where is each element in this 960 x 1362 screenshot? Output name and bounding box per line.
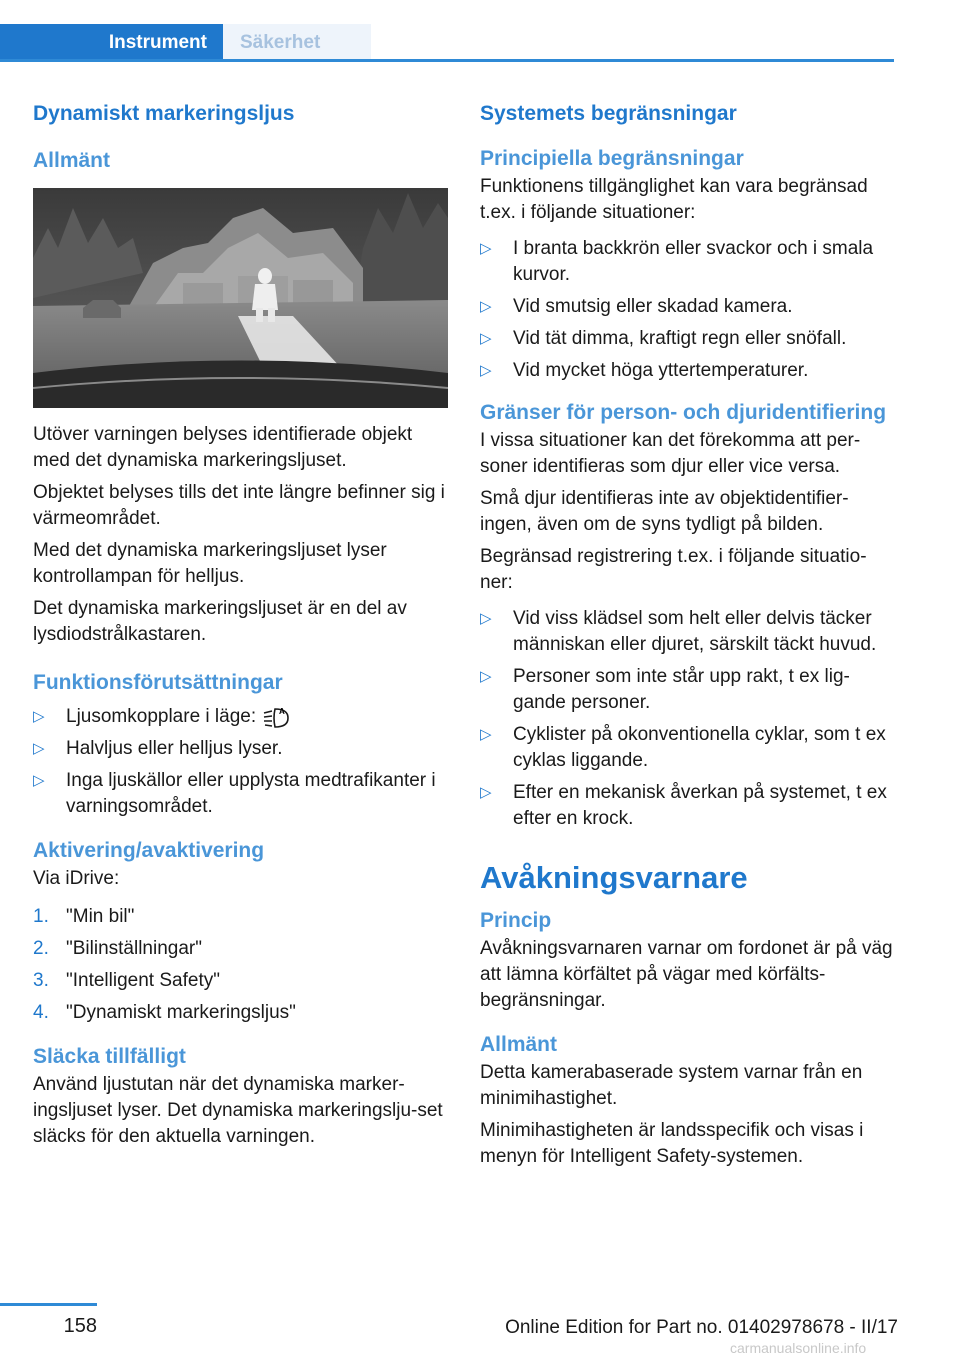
paragraph: Det dynamiska markeringsljuset är en del av lysdiodstrålkastaren.: [33, 598, 407, 645]
left-column: [33, 100, 451, 1156]
paragraph: Använd ljustutan när det dynamiska marker-ingsljuset lyser. Det dynamiska markeringslju-set släcks för den aktuella varningen.: [33, 1074, 443, 1147]
list-item: ▷ Efter en mekanisk åverkan på systemet, t ex efter en krock.: [480, 782, 887, 829]
triangle-bullet-icon: ▷: [480, 240, 492, 257]
triangle-bullet-icon: ▷: [33, 772, 45, 789]
list-item: ▷ Inga ljuskällor eller upplysta medtrafikanter i varningsområdet.: [33, 770, 436, 817]
paragraph: Med det dynamiska markeringsljuset lyser kontrollampan för helljus.: [33, 540, 387, 587]
list-item: 3. "Intelligent Safety": [33, 970, 220, 991]
edition-note: Online Edition for Part no. 01402978678 - II/17: [505, 1317, 898, 1338]
right-column: [480, 100, 898, 1176]
list-item: ▷ Vid mycket höga yttertemperaturer.: [480, 358, 898, 384]
chapter-title-lane-departure: Avåkningsvarnare: [480, 860, 748, 895]
triangle-bullet-icon: ▷: [480, 668, 492, 685]
subheading-prerequisites: Funktionsförutsättningar: [33, 671, 283, 694]
chapter-tabs: [0, 24, 894, 62]
paragraph: Små djur identifieras inte av objektidentifier-ingen, även om de syns tydligt på bilden.: [480, 488, 849, 535]
svg-text:A: A: [279, 706, 285, 716]
night-vision-illustration: [33, 188, 448, 408]
list-item: 1. "Min bil": [33, 906, 135, 927]
steps-list: [33, 904, 451, 1026]
identification-limits-list: [480, 606, 898, 832]
section-title-dynamic-light: Dynamiskt markeringsljus: [33, 102, 295, 125]
tab-sakerhet[interactable]: Säkerhet: [223, 24, 371, 59]
subheading-activation: Aktivering/avaktivering: [33, 839, 265, 862]
footer-line: [0, 1303, 97, 1306]
triangle-bullet-icon: ▷: [480, 610, 492, 627]
tab-underline: [0, 59, 894, 62]
list-item: ▷ Vid smutsig eller skadad kamera.: [480, 294, 898, 320]
paragraph-via-idrive: Via iDrive:: [33, 868, 120, 889]
prerequisites-list: [33, 704, 451, 820]
list-item: ▷ Personer som inte står upp rakt, t ex lig-gande personer.: [480, 666, 850, 713]
principal-limits-list: [480, 236, 898, 384]
list-item: ▷ Vid viss klädsel som helt eller delvis täcker människan eller djuret, särskilt täckt huvud.: [480, 608, 877, 655]
list-item: ▷ Vid tät dimma, kraftigt regn eller snöfall.: [480, 326, 898, 352]
list-item: ▷ I branta backkrön eller svackor och i smala kurvor.: [480, 238, 874, 285]
paragraph: Funktionens tillgänglighet kan vara begränsad t.ex. i följande situationer:: [480, 176, 868, 223]
triangle-bullet-icon: ▷: [33, 740, 45, 757]
subheading-principal-limits: Principiella begränsningar: [480, 147, 744, 170]
paragraph: Objektet belyses tills det inte längre befinner sig i värmeområdet.: [33, 482, 445, 529]
tab-instrument[interactable]: Instrument: [0, 24, 223, 62]
subheading-temporary-off: Släcka tillfälligt: [33, 1045, 186, 1068]
auto-headlight-icon: [262, 705, 290, 729]
paragraph: Avåkningsvarnaren varnar om fordonet är på väg att lämna körfältet på vägar med körfälts-begränsningar.: [480, 938, 893, 1011]
list-item: ▷ Halvljus eller helljus lyser.: [33, 736, 451, 762]
paragraph: Begränsad registrering t.ex. i följande situatio-ner:: [480, 546, 867, 593]
triangle-bullet-icon: ▷: [33, 708, 45, 725]
triangle-bullet-icon: ▷: [480, 726, 492, 743]
subheading-general: Allmänt: [480, 1033, 558, 1056]
triangle-bullet-icon: ▷: [480, 362, 492, 379]
list-item: ▷ Ljusomkopplare i läge: A: [33, 704, 451, 730]
triangle-bullet-icon: ▷: [480, 298, 492, 315]
triangle-bullet-icon: ▷: [480, 330, 492, 347]
list-item: 4. "Dynamiskt markeringsljus": [33, 1002, 296, 1023]
subheading-principle: Princip: [480, 909, 552, 932]
list-item: ▷ Cyklister på okonventionella cyklar, som t ex cyklas liggande.: [480, 724, 886, 771]
paragraph: Detta kamerabaserade system varnar från en minimihastighet.: [480, 1062, 863, 1109]
triangle-bullet-icon: ▷: [480, 784, 492, 801]
paragraph: I vissa situationer kan det förekomma att per-soner identifieras som djur eller vice versa.: [480, 430, 861, 477]
section-title-limitations: Systemets begränsningar: [480, 102, 737, 125]
watermark: carmanualsonline.info: [730, 1340, 867, 1356]
page-number: 158: [63, 1315, 97, 1337]
paragraph: Utöver varningen belyses identifierade objekt med det dynamiska markeringsljuset.: [33, 424, 413, 471]
subheading-identification-limits: Gränser för person- och djuridentifiering: [480, 401, 887, 424]
paragraph: Minimihastigheten är landsspecifik och visas i menyn för Intelligent Safety-systemen.: [480, 1120, 864, 1167]
subheading-general: Allmänt: [33, 149, 111, 172]
list-item: 2. "Bilinställningar": [33, 938, 202, 959]
